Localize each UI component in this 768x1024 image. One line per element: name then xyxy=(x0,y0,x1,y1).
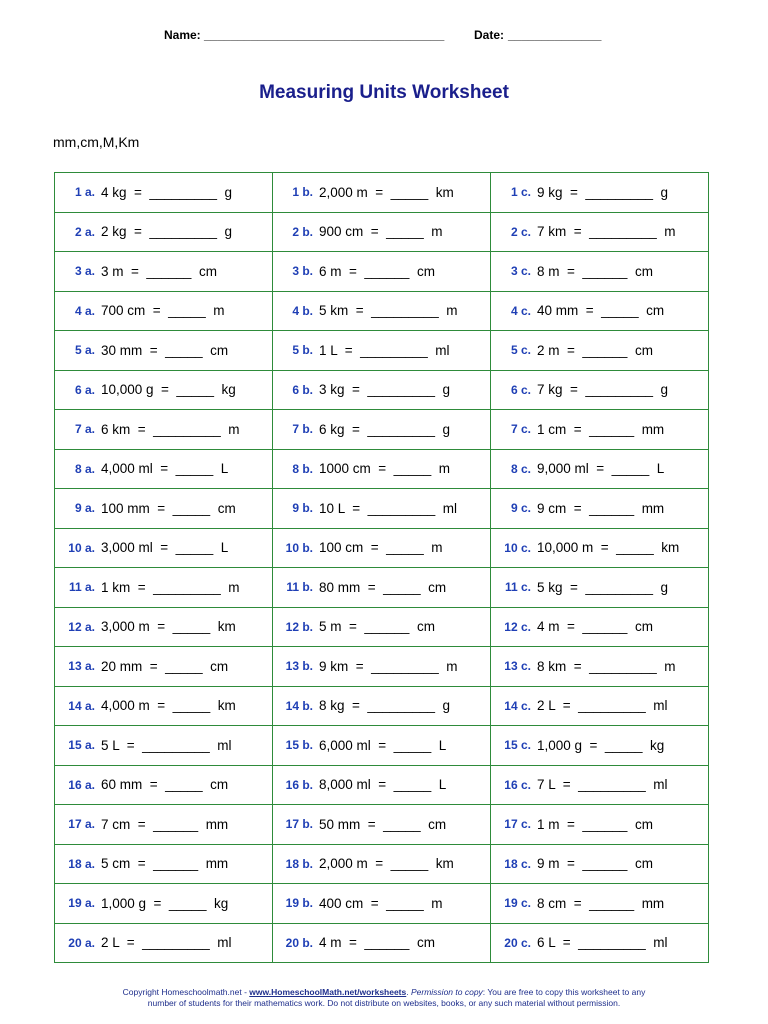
problem-expression[interactable]: 900 cm = _____ m xyxy=(319,224,443,240)
problem-expression[interactable]: 4 kg = _________ g xyxy=(101,184,232,200)
problem-cell xyxy=(491,449,709,489)
problem-row xyxy=(55,884,709,924)
problem-number: 18 a. xyxy=(68,856,95,871)
problem-expression[interactable]: 400 cm = _____ m xyxy=(319,895,443,911)
problem-expression[interactable]: 9 kg = _________ g xyxy=(537,184,668,200)
problem-number: 19 c. xyxy=(504,896,531,911)
problem-cell xyxy=(491,331,709,371)
problem-cell xyxy=(55,726,273,766)
problem-number: 1 b. xyxy=(292,185,313,200)
problem-number: 11 a. xyxy=(68,580,95,595)
problem-expression[interactable]: 5 km = _________ m xyxy=(319,303,458,319)
problem-expression[interactable]: 4,000 m = _____ km xyxy=(101,698,236,714)
problem-cell xyxy=(273,923,491,963)
problem-expression[interactable]: 8 cm = ______ mm xyxy=(537,895,665,911)
problem-number: 11 c. xyxy=(504,580,531,595)
problem-expression[interactable]: 5 kg = _________ g xyxy=(537,579,668,595)
worksheets-link[interactable]: www.HomeschoolMath.net/worksheets xyxy=(249,987,407,997)
date-label: Date: xyxy=(474,28,505,42)
problem-number: 20 b. xyxy=(285,935,313,950)
problem-expression[interactable]: 7 kg = _________ g xyxy=(537,382,668,398)
problem-cell xyxy=(491,370,709,410)
problem-cell xyxy=(273,765,491,805)
problem-number: 14 a. xyxy=(68,698,95,713)
problem-number: 16 a. xyxy=(68,777,95,792)
problem-expression[interactable]: 7 km = _________ m xyxy=(537,224,676,240)
problem-number: 2 b. xyxy=(292,224,313,239)
problem-cell xyxy=(273,726,491,766)
problem-cell xyxy=(55,212,273,252)
problem-number: 1 a. xyxy=(74,185,95,200)
problem-cell xyxy=(491,173,709,213)
problem-number: 6 c. xyxy=(510,382,531,397)
problem-expression[interactable]: 1 L = _________ ml xyxy=(319,342,450,358)
problem-number: 18 b. xyxy=(285,856,313,871)
problem-number: 17 b. xyxy=(285,817,313,832)
problem-row xyxy=(55,173,709,213)
problem-cell xyxy=(491,765,709,805)
problem-cell xyxy=(55,686,273,726)
page-subtitle: mm,cm,M,Km xyxy=(53,134,140,150)
problem-number: 7 a. xyxy=(74,422,95,437)
problem-row xyxy=(55,331,709,371)
problem-number: 17 c. xyxy=(504,817,531,832)
problem-number: 15 b. xyxy=(285,738,313,753)
problem-expression[interactable]: 8,000 ml = _____ L xyxy=(319,777,447,793)
problem-row xyxy=(55,528,709,568)
problem-number: 3 a. xyxy=(74,264,95,279)
problem-number: 14 c. xyxy=(504,698,531,713)
problem-expression[interactable]: 2 m = ______ cm xyxy=(537,342,653,358)
problem-number: 12 a. xyxy=(68,619,95,634)
problem-cell xyxy=(491,489,709,529)
problem-cell xyxy=(273,173,491,213)
problem-number: 13 c. xyxy=(504,659,531,674)
copyright-text: Copyright Homeschoolmath.net - xyxy=(122,987,250,997)
footer-period: . xyxy=(406,987,411,997)
problem-number: 6 b. xyxy=(292,382,313,397)
problem-expression[interactable]: 7 L = _________ ml xyxy=(537,777,668,793)
problem-cell xyxy=(273,489,491,529)
problem-number: 3 c. xyxy=(510,264,531,279)
problem-cell xyxy=(273,291,491,331)
problem-number: 4 c. xyxy=(510,303,531,318)
problem-cell xyxy=(491,252,709,292)
problem-row xyxy=(55,844,709,884)
problem-row xyxy=(55,291,709,331)
problem-cell xyxy=(55,410,273,450)
problem-cell xyxy=(55,291,273,331)
footer-line-2: number of students for their mathematics work. Do not distribute on websites, books, or any such material without permission. xyxy=(147,998,621,1008)
problem-expression[interactable]: 2 L = _________ ml xyxy=(537,698,668,714)
problem-cell xyxy=(55,923,273,963)
problem-cell xyxy=(55,647,273,687)
problem-number: 8 b. xyxy=(292,461,313,476)
problem-expression[interactable]: 8 km = _________ m xyxy=(537,658,676,674)
problem-expression[interactable]: 9 cm = ______ mm xyxy=(537,500,665,516)
problem-expression[interactable]: 50 mm = _____ cm xyxy=(319,816,447,832)
problem-cell xyxy=(491,410,709,450)
problem-cell xyxy=(55,252,273,292)
problem-row xyxy=(55,489,709,529)
problem-expression[interactable]: 30 mm = _____ cm xyxy=(101,342,229,358)
problem-expression[interactable]: 100 mm = _____ cm xyxy=(101,500,236,516)
problem-cell xyxy=(55,568,273,608)
problem-expression[interactable]: 5 m = ______ cm xyxy=(319,619,435,635)
problem-cell xyxy=(491,647,709,687)
problem-expression[interactable]: 60 mm = _____ cm xyxy=(101,777,229,793)
problem-expression[interactable]: 1,000 g = _____ kg xyxy=(101,895,229,911)
problem-number: 15 c. xyxy=(504,738,531,753)
problem-expression[interactable]: 10,000 m = _____ km xyxy=(537,540,680,556)
problem-row xyxy=(55,449,709,489)
problem-expression[interactable]: 3,000 m = _____ km xyxy=(101,619,236,635)
problem-number: 2 c. xyxy=(510,224,531,239)
problem-row xyxy=(55,647,709,687)
problem-cell xyxy=(491,686,709,726)
problem-cell xyxy=(491,884,709,924)
problem-number: 5 a. xyxy=(74,343,95,358)
problem-cell xyxy=(273,607,491,647)
problem-number: 3 b. xyxy=(292,264,313,279)
problem-cell xyxy=(55,607,273,647)
problem-number: 9 c. xyxy=(510,501,531,516)
problem-expression[interactable]: 6 m = ______ cm xyxy=(319,263,435,279)
problem-expression[interactable]: 20 mm = _____ cm xyxy=(101,658,229,674)
problem-expression[interactable]: 6 km = _________ m xyxy=(101,421,240,437)
problem-cell xyxy=(273,212,491,252)
problem-cell xyxy=(491,291,709,331)
problem-cell xyxy=(273,805,491,845)
problem-number: 4 b. xyxy=(292,303,313,318)
name-field[interactable]: ____________________________________ xyxy=(204,28,445,42)
problem-expression[interactable]: 4,000 ml = _____ L xyxy=(101,461,229,477)
problem-expression[interactable]: 9 m = ______ cm xyxy=(537,856,653,872)
problem-expression[interactable]: 1 cm = ______ mm xyxy=(537,421,665,437)
problem-expression[interactable]: 5 cm = ______ mm xyxy=(101,856,229,872)
problem-number: 2 a. xyxy=(74,224,95,239)
problem-number: 17 a. xyxy=(68,817,95,832)
problem-expression[interactable]: 4 m = ______ cm xyxy=(537,619,653,635)
problem-cell xyxy=(273,252,491,292)
problem-expression[interactable]: 4 m = ______ cm xyxy=(319,935,435,951)
problem-cell xyxy=(55,805,273,845)
problem-cell xyxy=(55,528,273,568)
problem-number: 12 b. xyxy=(285,619,313,634)
problem-cell xyxy=(273,331,491,371)
problem-cell xyxy=(55,884,273,924)
problem-number: 8 c. xyxy=(510,461,531,476)
problem-number: 19 a. xyxy=(68,896,95,911)
problem-number: 10 c. xyxy=(504,540,531,555)
problem-number: 10 a. xyxy=(68,540,95,555)
problem-cell xyxy=(491,923,709,963)
problem-row xyxy=(55,212,709,252)
problem-cell xyxy=(273,568,491,608)
problem-number: 10 b. xyxy=(285,540,313,555)
problem-expression[interactable]: 3 m = ______ cm xyxy=(101,263,217,279)
problem-cell xyxy=(55,765,273,805)
problem-expression[interactable]: 5 L = _________ ml xyxy=(101,737,232,753)
problem-cell xyxy=(491,844,709,884)
problem-cell xyxy=(273,370,491,410)
problem-cell xyxy=(55,449,273,489)
problem-row xyxy=(55,370,709,410)
problem-cell xyxy=(491,607,709,647)
problem-expression[interactable]: 80 mm = _____ cm xyxy=(319,579,447,595)
problem-row xyxy=(55,607,709,647)
problem-expression[interactable]: 6,000 ml = _____ L xyxy=(319,737,447,753)
problem-expression[interactable]: 3 kg = _________ g xyxy=(319,382,450,398)
problem-number: 19 b. xyxy=(285,896,313,911)
problem-number: 13 b. xyxy=(285,659,313,674)
problem-expression[interactable]: 3,000 ml = _____ L xyxy=(101,540,229,556)
problem-cell xyxy=(491,568,709,608)
problem-row xyxy=(55,686,709,726)
problem-cell xyxy=(55,844,273,884)
problem-row xyxy=(55,568,709,608)
problem-expression[interactable]: 9,000 ml = _____ L xyxy=(537,461,665,477)
problem-number: 8 a. xyxy=(74,461,95,476)
problem-expression[interactable]: 8 kg = _________ g xyxy=(319,698,450,714)
problem-number: 16 b. xyxy=(285,777,313,792)
problem-cell xyxy=(273,647,491,687)
problem-number: 7 c. xyxy=(510,422,531,437)
problem-row xyxy=(55,252,709,292)
problem-cell xyxy=(273,844,491,884)
problem-cell xyxy=(273,410,491,450)
permission-label: Permission to copy xyxy=(410,987,483,997)
problem-expression[interactable]: 2,000 m = _____ km xyxy=(319,184,454,200)
footer-line-1 xyxy=(0,987,768,998)
footer xyxy=(0,987,768,1009)
problem-expression[interactable]: 7 cm = ______ mm xyxy=(101,816,229,832)
problem-number: 18 c. xyxy=(504,856,531,871)
problem-cell xyxy=(55,331,273,371)
problem-number: 9 a. xyxy=(74,501,95,516)
problem-expression[interactable]: 6 kg = _________ g xyxy=(319,421,450,437)
problem-cell xyxy=(55,370,273,410)
problem-cell xyxy=(55,489,273,529)
problem-cell xyxy=(273,884,491,924)
problems-table xyxy=(54,172,709,963)
problem-number: 20 c. xyxy=(504,935,531,950)
permission-text: : You are free to copy this worksheet to any xyxy=(482,987,646,997)
problem-row xyxy=(55,765,709,805)
problem-row xyxy=(55,805,709,845)
problem-number: 6 a. xyxy=(74,382,95,397)
problem-number: 4 a. xyxy=(74,303,95,318)
problem-cell xyxy=(491,212,709,252)
problem-row xyxy=(55,923,709,963)
problem-number: 20 a. xyxy=(68,935,95,950)
problem-cell xyxy=(273,528,491,568)
problem-number: 1 c. xyxy=(510,185,531,200)
problem-number: 7 b. xyxy=(292,422,313,437)
problem-expression[interactable]: 1 km = _________ m xyxy=(101,579,240,595)
name-label: Name: xyxy=(164,28,201,42)
problem-expression[interactable]: 10,000 g = _____ kg xyxy=(101,382,236,398)
problem-expression[interactable]: 10 L = _________ ml xyxy=(319,500,457,516)
problem-number: 5 b. xyxy=(292,343,313,358)
problem-number: 15 a. xyxy=(68,738,95,753)
page-title: Measuring Units Worksheet xyxy=(259,82,509,103)
problem-number: 9 b. xyxy=(292,501,313,516)
problem-expression[interactable]: 2,000 m = _____ km xyxy=(319,856,454,872)
problem-expression[interactable]: 40 mm = _____ cm xyxy=(537,303,665,319)
problem-expression[interactable]: 8 m = ______ cm xyxy=(537,263,653,279)
problem-expression[interactable]: 100 cm = _____ m xyxy=(319,540,443,556)
problem-expression[interactable]: 2 kg = _________ g xyxy=(101,224,232,240)
problem-cell xyxy=(273,686,491,726)
problem-expression[interactable]: 700 cm = _____ m xyxy=(101,303,225,319)
problem-expression[interactable]: 6 L = _________ ml xyxy=(537,935,668,951)
problem-number: 16 c. xyxy=(504,777,531,792)
problem-cell xyxy=(273,449,491,489)
problem-expression[interactable]: 1 m = ______ cm xyxy=(537,816,653,832)
problem-number: 11 b. xyxy=(286,580,313,595)
problem-cell xyxy=(491,726,709,766)
problem-expression[interactable]: 9 km = _________ m xyxy=(319,658,458,674)
problem-number: 5 c. xyxy=(510,343,531,358)
problem-number: 13 a. xyxy=(68,659,95,674)
date-field[interactable]: ______________ xyxy=(508,28,602,42)
problem-cell xyxy=(55,173,273,213)
problem-cell xyxy=(491,528,709,568)
problem-number: 12 c. xyxy=(504,619,531,634)
problem-expression[interactable]: 1000 cm = _____ m xyxy=(319,461,450,477)
problem-expression[interactable]: 1,000 g = _____ kg xyxy=(537,737,665,753)
problem-row xyxy=(55,410,709,450)
problem-expression[interactable]: 2 L = _________ ml xyxy=(101,935,232,951)
problem-number: 14 b. xyxy=(285,698,313,713)
problem-cell xyxy=(491,805,709,845)
problem-row xyxy=(55,726,709,766)
